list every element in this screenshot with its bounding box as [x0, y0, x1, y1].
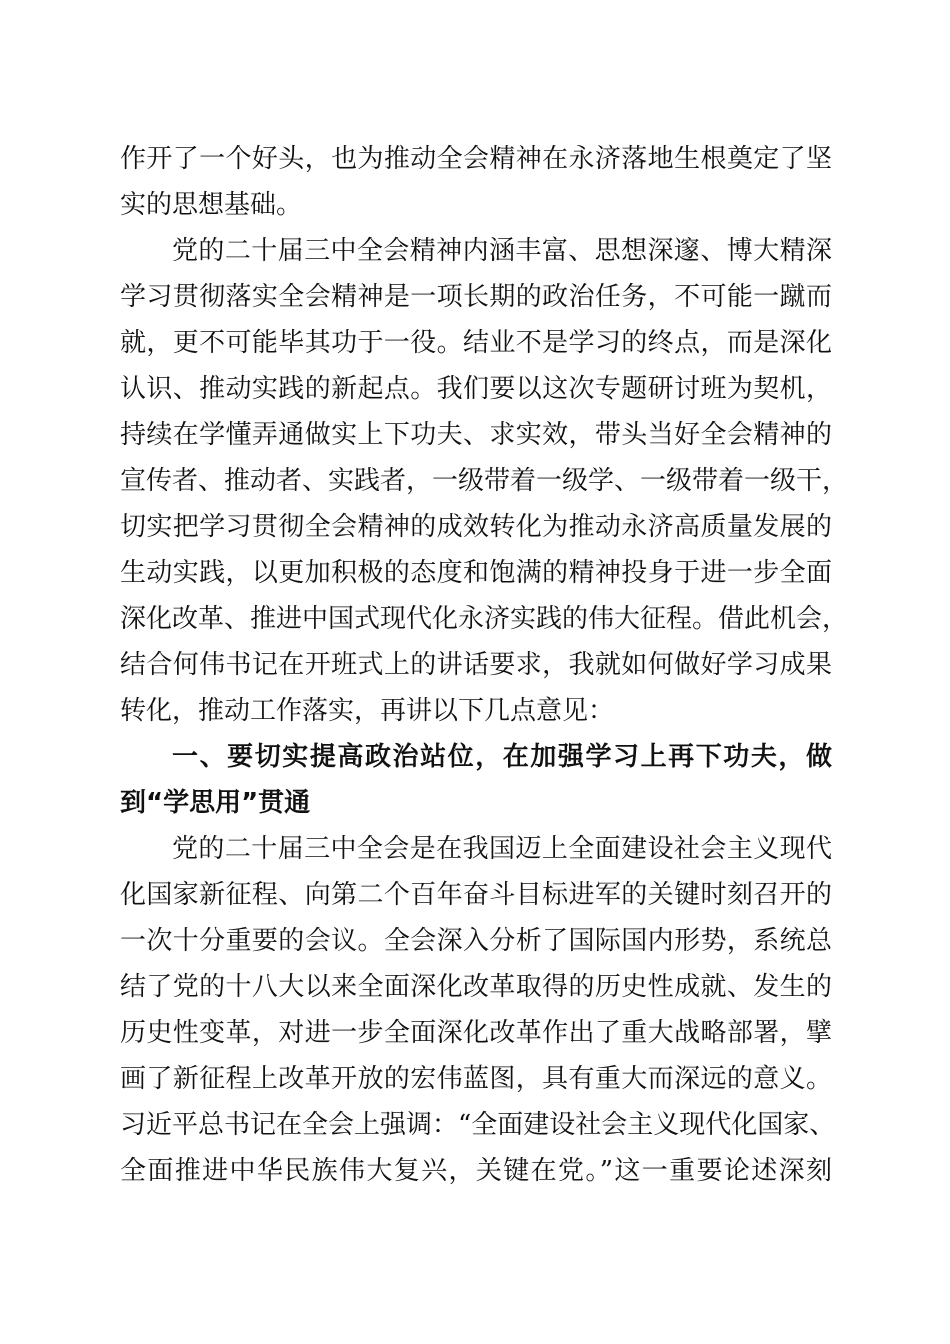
text-line: 深化改革、推进中国式现代化永济实践的伟大征程。借此机会，: [120, 604, 849, 634]
paragraph-first-line: 党的二十届三中全会是在我国迈上全面建设社会主义现代: [172, 834, 832, 864]
text-line: 宣传者、推动者、实践者，一级带着一级学、一级带着一级干，: [120, 466, 849, 496]
text-line: 学习贯彻落实全会精神是一项长期的政治任务，不可能一蹴而: [120, 282, 832, 312]
text-line: 结了党的十八大以来全面深化改革取得的历史性成就、发生的: [120, 972, 832, 1002]
text-line: 持续在学懂弄通做实上下功夫、求实效，带头当好全会精神的: [120, 420, 832, 450]
text-line: 画了新征程上改革开放的宏伟蓝图，具有重大而深远的意义。: [120, 1064, 832, 1094]
text-line: 就，更不可能毕其功于一役。结业不是学习的终点，而是深化: [120, 328, 832, 358]
text-line: 历史性变革，对进一步全面深化改革作出了重大战略部署，擘: [120, 1018, 832, 1048]
text-line: 实的思想基础。: [120, 190, 303, 220]
text-line: 习近平总书记在全会上强调：“全面建设社会主义现代化国家、: [120, 1110, 836, 1140]
section-heading: 一、要切实提高政治站位，在加强学习上再下功夫，做: [172, 742, 832, 772]
paragraph-first-line: 党的二十届三中全会精神内涵丰富、思想深邃、博大精深: [172, 236, 832, 266]
text-line: 结合何伟书记在开班式上的讲话要求，我就如何做好学习成果: [120, 650, 832, 680]
text-line: 认识、推动实践的新起点。我们要以这次专题研讨班为契机，: [120, 374, 832, 404]
text-line: 一次十分重要的会议。全会深入分析了国际国内形势，系统总: [120, 926, 832, 956]
section-heading-continued: 到“学思用”贯通: [120, 788, 311, 818]
text-line: 切实把学习贯彻全会精神的成效转化为推动永济高质量发展的: [120, 512, 832, 542]
text-line: 转化，推动工作落实，再讲以下几点意见：: [120, 696, 615, 726]
text-line: 作开了一个好头，也为推动全会精神在永济落地生根奠定了坚: [120, 144, 832, 174]
text-line: 生动实践，以更加积极的态度和饱满的精神投身于进一步全面: [120, 558, 832, 588]
text-line: 化国家新征程、向第二个百年奋斗目标进军的关键时刻召开的: [120, 880, 832, 910]
text-line: 全面推进中华民族伟大复兴，关键在党。”这一重要论述深刻: [120, 1156, 832, 1186]
